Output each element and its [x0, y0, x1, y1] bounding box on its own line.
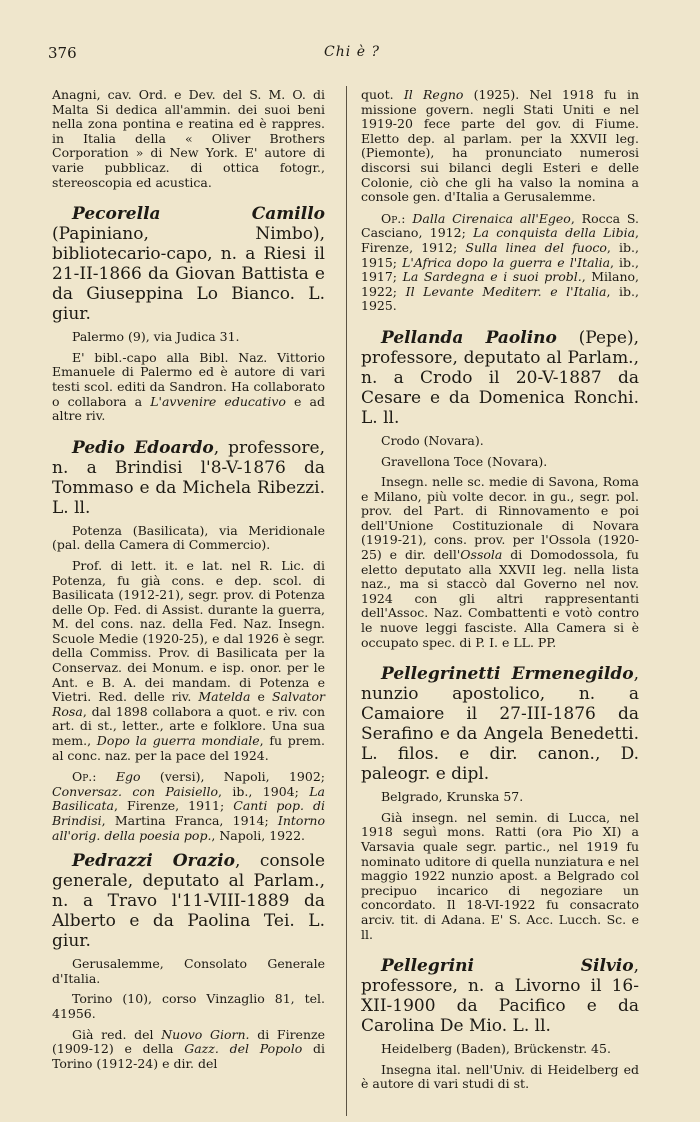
work-info: , Firenze, 1911; — [113, 798, 234, 814]
bio-text: E' bibl.-capo alla Bibl. Naz. Vittorio Emanuele di Palermo ed è autore di vari testi scol. editi da Sandron. Ha collaborato o collabora a — [52, 349, 325, 409]
bio-text: di Torino (1912-24) e dir. del — [52, 1041, 325, 1071]
entry-address: Gravellona Toce (Novara). — [381, 453, 548, 469]
entry-pedio — [52, 438, 325, 843]
page-header — [44, 44, 660, 66]
running-title: Chi è ? — [324, 44, 380, 60]
bio-italic: Ossola — [460, 547, 503, 563]
page-number: 376 — [48, 44, 77, 62]
entry-address: Crodo (Novara). — [381, 432, 484, 448]
work-info: , Napoli, 1922. — [211, 827, 306, 843]
work-title: Intorno all'orig. della poesia pop. — [52, 813, 325, 843]
work-title: L'Africa dopo la guerra e l'Italia — [402, 254, 611, 270]
entry-bio — [52, 1028, 325, 1072]
bio-text: Già red. del — [72, 1026, 162, 1042]
entry-bio — [361, 475, 639, 650]
column-divider — [346, 86, 347, 1116]
entry-pecorella — [52, 204, 325, 424]
entry-pellegrinetti — [361, 664, 639, 942]
bio-text: , dal 1898 collabora a quot. e riv. con art. di st., letter., arte e folklore. Una sua mem., — [52, 703, 325, 749]
entry-name: Pellegrini Silvio — [381, 956, 634, 977]
entry-bio — [52, 559, 325, 763]
right-column — [361, 88, 639, 1099]
entry-heading-rest: , console generale, deputato al Parlam., n. a Travo l'11-VIII-1889 da Alberto e da Paolina Tei. L. giur. — [52, 851, 326, 952]
works-label: Op. — [381, 210, 402, 226]
entry-name: Pellegrinetti Ermenegildo — [381, 664, 634, 685]
entry-name: Pecorella Camillo — [72, 204, 325, 225]
bio-text: quot. — [361, 87, 404, 102]
bio-text: di Firenze (1909-12) e della — [52, 1026, 325, 1057]
bio-italic: Gazz. del Popolo — [184, 1041, 303, 1057]
work-title: Conversaz. con Paisiello — [52, 783, 219, 799]
continuation-text: Anagni, cav. Ord. e Dev. del S. M. O. di Malta Si dedica all'ammin. dei suoi beni nella zona pontina e reatina ed è rappres. in Italia della « Oliver Brothers Corporation » di New York. E' autore di varie pubblicaz. di ottica fotogr., stereoscopia ed acustica. — [52, 87, 325, 190]
works-list: Op.: Ego (versi), Napoli, 1902; Conversaz. con Paisiello, ib., 1904; La Basilicata, Firenze, 1911; Canti pop. di Brindisi, Martina Franca, 1914; Intorno all'orig. della poesia pop., Napoli, 1922. — [52, 769, 326, 843]
work-info: , Milano, 1922; — [361, 269, 640, 299]
work-title: La conquista della Libia — [473, 225, 636, 241]
work-info: (versi), Napoli, 1902; — [140, 769, 326, 785]
entry-address: Potenza (Basilicata), via Meridionale (pal. della Camera di Commercio). — [52, 522, 325, 553]
continuation-text — [361, 88, 639, 205]
entry-heading-rest: (Papiniano, Nimbo), bibliotecario-capo, n. a Riesi il 21-II-1866 da Giovan Battista e da Giuseppina Lo Bianco. L. giur. — [52, 224, 325, 325]
bio-italic: L'avvenire educativo — [150, 393, 286, 409]
work-title: Ego — [115, 769, 141, 785]
bio-text: (1925). Nel 1918 fu in missione govern. negli Stati Uniti e nel 1919-20 fece parte del gov. di Fiume. Eletto dep. al parlam. per la XXVII leg. (Piemonte), ha pronunciato numerosi discorsi sui bilanci degli Esteri e delle Colonie, ciò che gli ha valso la nomina a console gen. d'Italia a Gerusalemme. — [361, 87, 639, 205]
bio-text: , fu prem. al conc. naz. per la pace del 1924. — [52, 733, 325, 763]
work-info: , Firenze, 1912; — [361, 225, 640, 255]
work-title: Il Levante Mediterr. e l'Italia — [405, 283, 607, 299]
bio-text: e — [250, 689, 272, 705]
work-title: La Sardegna e i suoi probl. — [402, 269, 582, 285]
entry-heading — [52, 438, 325, 518]
entry-heading-rest: , professore, n. a Brindisi l'8-V-1876 da Tommaso e da Michela Ribezzi. L. ll. — [52, 437, 325, 518]
entry-heading — [361, 956, 639, 1036]
entry-pellanda — [361, 328, 639, 650]
bio-text: Insegn. nelle sc. medie di Savona, Roma e Milano, più volte decor. in gu., segr. pol. prov. del Part. di Rinnovamento e poi dell'Unione Costituzionale di Novara (1919-21), cons. prov. per l'Ossola (1920-25) e dir. dell' — [361, 474, 639, 563]
work-title: Dalla Cirenaica all'Egeo — [412, 210, 571, 226]
work-info: , Martina Franca, 1914; — [101, 813, 278, 828]
work-info: , ib., 1915; — [361, 239, 639, 270]
work-info: , ib., 1917; — [361, 254, 640, 285]
work-title: La Basilicata — [52, 783, 325, 814]
entry-address: Torino (10), corso Vinzaglio 81, tel. 41956. — [52, 991, 325, 1021]
bio-text: di Domodossola, fu eletto deputato alla XXVII leg. nella lista naz., ma si staccò dal Governo nel nov. 1924 con gli altri rappresentanti dell'Assoc. Naz. Combattenti e votò contro le nuove leggi fasciste. Alla Camera si è occupato spec. di P. I. e LL. PP. — [361, 547, 639, 650]
work-info: , ib., 1925. — [361, 283, 639, 314]
entry-heading-rest: , professore, n. a Livorno il 16-XII-1900 da Pacifico e da Carolina De Mio. L. ll. — [361, 956, 639, 1037]
entry-name: Pedrazzi Orazio — [72, 851, 235, 872]
work-title: Canti pop. di Brindisi — [52, 798, 326, 828]
bio-italic: Salvator Rosa — [52, 689, 325, 719]
entry-heading — [52, 204, 325, 324]
entry-address: Heidelberg (Baden), Brückenstr. 45. — [381, 1041, 611, 1057]
entry-address: Palermo (9), via Judica 31. — [72, 329, 240, 345]
entry-address: Belgrado, Krunska 57. — [381, 789, 524, 805]
bio-text: Prof. di lett. it. e lat. nel R. Lic. di Potenza, fu già cons. e dep. scol. di Basilicata (1912-21), segr. prov. di Potenza delle Op. Fed. di Assist. durante la guerra, M. del cons. naz. della Fed. Naz. Insegn. Scuole Medie (1920-25), e dal 1926 è segr. della Commiss. Prov. di Basilicata per la Conservaz. dei Monum. e isp. onor. per le Ant. e B. A. dei mandam. di Potenza e Vietri. Red. delle riv. — [52, 557, 325, 705]
entry-pedrazzi — [52, 851, 325, 1071]
bio-italic: Matelda — [198, 689, 251, 705]
entry-name: Pedio Edoardo — [72, 437, 214, 458]
work-info: , Rocca S. Casciano, 1912; — [361, 210, 639, 241]
work-title: Sulla linea del fuoco — [465, 239, 607, 255]
entry-heading-rest: , nunzio apostolico, n. a Camaiore il 27-III-1876 da Serafino e da Angela Benedetti. L. filos. e dir. canon., D. paleogr. e dipl. — [361, 664, 639, 785]
entry-bio: Già insegn. nel semin. di Lucca, nel 1918 seguì mons. Ratti (ora Pio XI) a Varsavia quale segr. partic., nel 1919 fu nominato uditore di quella nunziatura e nel maggio 1922 nunzio apost. a Belgrado col precipuo incarico di negoziare un concordato. Il 18-VI-1922 fu consacrato arciv. tit. di Adana. E' S. Acc. Lucch. Sc. e ll. — [361, 809, 639, 942]
entry-bio: Insegna ital. nell'Univ. di Heidelberg ed è autore di vari studi di st. — [361, 1061, 639, 1092]
entry-heading — [52, 851, 325, 951]
works-list: Op.: Dalla Cirenaica all'Egeo, Rocca S. Casciano, 1912; La conquista della Libia, Firenze, 1912; Sulla linea del fuoco, ib., 1915; L'Africa dopo la guerra e l'Italia, ib., 1917; La Sardegna e i suoi probl., Milano, 1922; Il Levante Mediterr. e l'Italia, ib., 1925. — [361, 210, 640, 314]
entry-name: Pellanda Paolino — [381, 327, 557, 348]
work-info: , ib., 1904; — [218, 783, 310, 799]
entry-bio — [52, 351, 325, 424]
entry-address: Gerusalemme, Consolato Generale d'Italia. — [52, 956, 325, 986]
works-label: Op. — [72, 769, 93, 785]
entry-pellegrini — [361, 956, 639, 1092]
entry-heading — [361, 328, 639, 428]
entry-heading-rest: (Pepe), professore, deputato al Parlam., n. a Crodo il 20-V-1887 da Cesare e da Domenica Ronchi. L. ll. — [361, 327, 639, 428]
bio-text: e ad altre riv. — [52, 393, 325, 424]
bio-italic: Il Regno — [403, 87, 464, 102]
bio-italic: Nuovo Giorn. — [161, 1026, 250, 1042]
entry-heading — [361, 664, 639, 784]
bio-italic: Dopo la guerra mondiale — [96, 733, 260, 749]
left-column — [52, 88, 325, 1078]
